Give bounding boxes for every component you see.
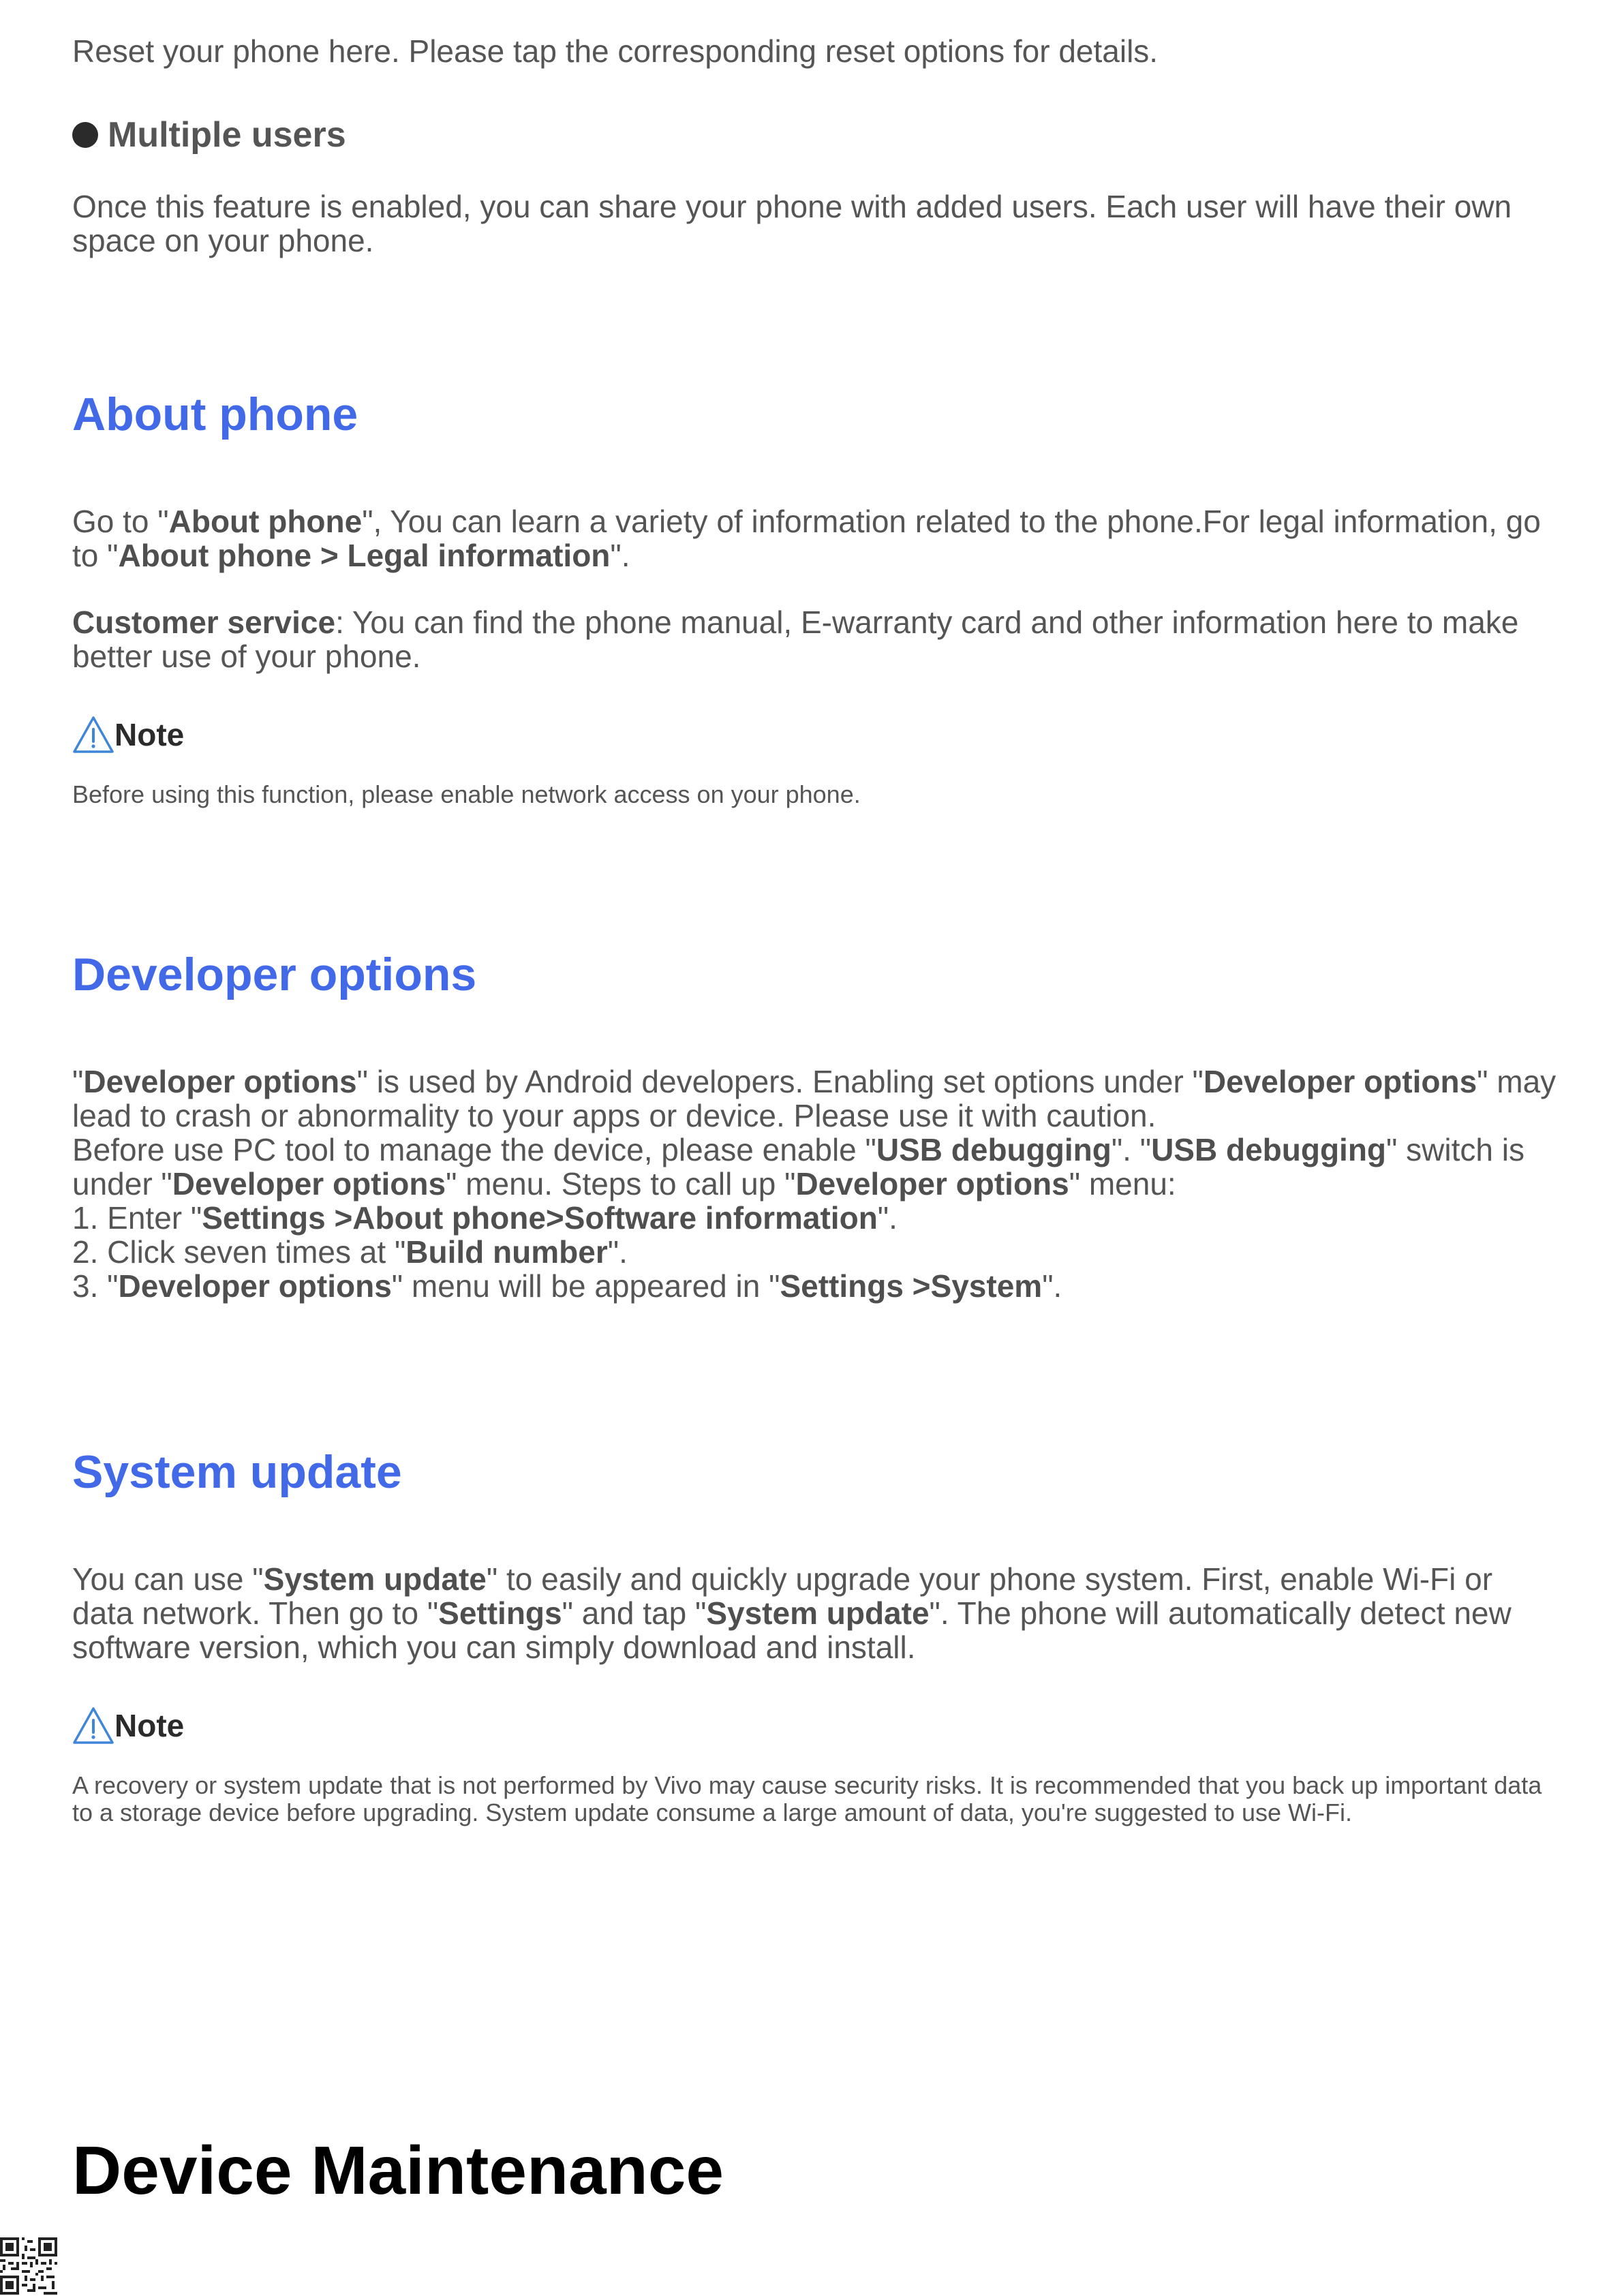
step-2: 2. Click seven times at " [72,1234,406,1270]
customer-service-paragraph: Customer service: You can find the phone manual, E-warranty card and other information here to make better use of your phone. [72,604,1519,674]
multiple-users-label: Multiple users [108,115,346,155]
reset-intro-text: Reset your phone here. Please tap the corresponding reset options for details. [72,33,1159,69]
warning-triangle-icon [72,716,114,754]
step-3: 3. " [72,1268,119,1304]
document-page [72,34,1558,1826]
note-label: Note [114,1708,185,1743]
device-maintenance-title: Device Maintenance [72,2132,724,2209]
system-update-heading: System update [72,1446,402,1498]
multiple-users-title [72,114,1558,155]
note-header [72,716,1558,754]
warning-triangle-icon [72,1706,114,1745]
note-header [72,1706,1558,1745]
bullet-dot-icon [72,122,98,148]
customer-service-label: Customer service [72,604,336,640]
note-text: A recovery or system update that is not performed by Vivo may cause security risks. It is recommended that you back up important data to a storage device before upgrading. System update consume a large amount of data, you're suggested to use Wi-Fi. [72,1771,1542,1826]
step-1: 1. Enter " [72,1200,202,1236]
multiple-users-text: Once this feature is enabled, you can share your phone with added users. Each user will have their own space on your phone. [72,189,1512,258]
developer-options-heading: Developer options [72,949,477,1000]
qr-code-icon [0,2237,57,2295]
note-text: Before using this function, please enable network access on your phone. [72,780,861,808]
about-phone-paragraph: Go to "About phone", You can learn a variety of information related to the phone.For legal information, go to "About phone > Legal information". [72,504,1541,573]
developer-options-paragraph: "Developer options" is used by Android developers. Enabling set options under "Developer options" may lead to crash or abnormality to your apps or device. Please use it with caution. Before use PC tool to manage the device, please enable "USB debugging". "USB debugging" switch is under "Developer options" menu. Steps to call up "Developer options" menu: 1. Enter "Settings >About phone>Software information". 2. Click seven times at "Build number". 3. "Developer options" menu will be appeared in "Settings >System". [72,1064,1557,1304]
legal-information-path: About phone > Legal information [118,538,611,573]
about-phone-bold: About phone [168,504,363,539]
note-label: Note [114,717,185,752]
system-update-paragraph: You can use "System update" to easily and quickly upgrade your phone system. First, enable Wi-Fi or data network. Then go to "Settings" and tap "System update". The phone will automatically detect new software version, which you can simply download and install. [72,1561,1512,1665]
about-phone-heading: About phone [72,388,358,440]
